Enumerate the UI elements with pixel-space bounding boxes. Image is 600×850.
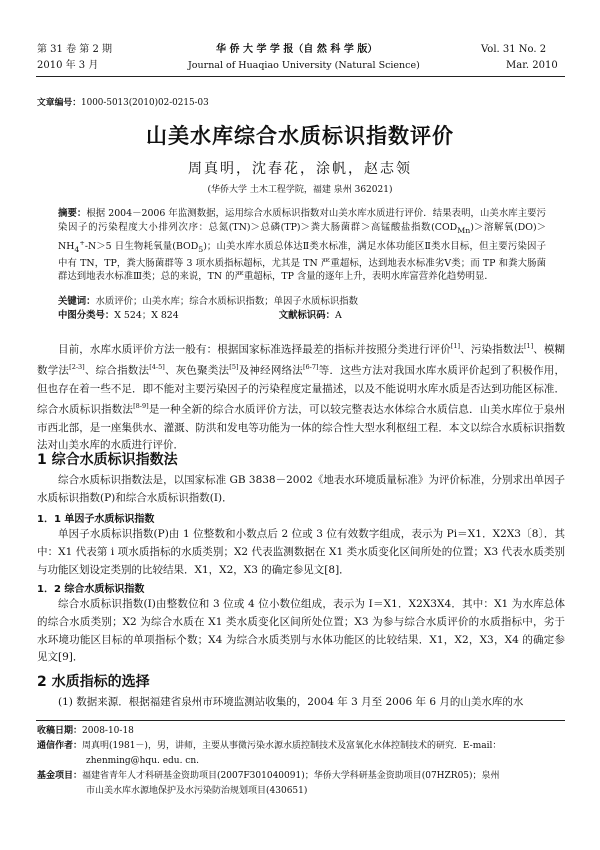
article-number-label: 文章编号：	[37, 98, 81, 108]
paper-authors: 周真明，沈春花，涂帆，赵志领	[188, 161, 412, 177]
footnote-rule	[36, 720, 565, 721]
footnotes	[37, 724, 565, 799]
clc-value: X 524；X 824	[114, 310, 179, 321]
section-1-1-paragraph: 单因子水质标识指数(P)由 1 位整数和小数点后 2 位或 3 位有效数字组成，表示为 Pi＝X1．X2X3〔8〕．其中：X1 代表第 i 项水质指标的水质类别；X2 代表监测数据在 X1 类水质变化区间所处的位置；X3 代表水质类别与功能区划设定类别的比较结果．X1，X2，X3 的确定参见文[8]．	[37, 528, 565, 576]
classification	[58, 309, 546, 323]
section-1-2-heading: 1．2 综合水质标识指数	[37, 584, 145, 595]
intro-paragraph: 目前，水库水质评价方法一般有：根据国家标准选择最差的指标并按照分类进行评价[1]、污染指数法[1]、模糊数学法[2-3]、综合指数法[4-5]、灰色聚类法[5]及神经网络法[6-7]等．这些方法对我国水库水质评价起到了积极作用，但也存在着一些不足．即不能对主要污染因子的污染程度定量描述，以及不能说明水库水质是否达到功能区标准．综合水质标识指数法[8-9]是一种全新的综合水质评价方法，可以较完整表达水体综合水质信息．山美水库位于泉州市西北部，是一座集供水、灌溉、防洪和发电等功能为一体的综合性大型水利枢纽工程．本文以综合水质标识指数法对山美水库的水质进行评价．	[37, 342, 566, 452]
corresponding-author: 通信作者：周真明(1981－)，男，讲师，主要从事微污染水源水质控制技术及富氧化水体控制技术的研究．E-mail：	[37, 741, 502, 751]
keywords-label: 关键词：	[58, 296, 96, 307]
fund-line-2: 市山美水库水源地保护及水污染防治规划项目(430651)	[86, 786, 308, 796]
abstract-label: 摘要：	[58, 208, 87, 219]
section-1-2-paragraph: 综合水质标识指数(I)由整数位和 3 位或 4 位小数位组成，表示为 I＝X1．X2X3X4．其中：X1 为水库总体的综合水质类别；X2 为综合水质在 X1 类水质变化区间所处位置；X3 为参与综合水质评价的水质指标中，劣于水环境功能区目标的单项指标个数；X4 为综合水质类别与水体功能区的比较结果．X1，X2，X3，X4 的确定参见文[9]．	[37, 598, 565, 664]
author-email: zhenming@hqu. edu. cn.	[86, 756, 200, 766]
clc-label: 中图分类号：	[58, 310, 115, 321]
header-journal-en: Journal of Huaqiao University (Natural Science)	[188, 60, 420, 71]
section-2-paragraph: (1) 数据来源．根据福建省泉州市环境监测站收集的，2004 年 3 月至 2006 年 6 月的山美水库的水	[58, 696, 524, 708]
keywords-text: 水质评价；山美水库；综合水质标识指数；单因子水质标识指数	[95, 296, 359, 307]
header-volume-cn: 第 31 卷 第 2 期	[37, 44, 112, 55]
doc-code-value: A	[335, 310, 342, 321]
section-1-1-heading: 1．1 单因子水质标识指数	[37, 514, 155, 525]
header-rule	[36, 76, 565, 77]
keywords	[58, 295, 546, 309]
paper-affiliation: (华侨大学 土木工程学院，福建 泉州 362021)	[207, 185, 393, 195]
article-number-value: 1000-5013(2010)02-0215-03	[81, 98, 209, 108]
section-2-heading: 2 水质指标的选择	[37, 674, 150, 690]
header-volume-en: Vol. 31 No. 2	[481, 44, 547, 55]
paper-title: 山美水库综合水质标识指数评价	[146, 124, 454, 148]
abstract: 摘要：根据 2004－2006 年监测数据，运用综合水质标识指数对山美水库水质进行评价．结果表明，山美水库主要污染因子的污染程度大小排列次序：总氮(TN)＞总磷(TP)＞粪大肠菌群＞高锰酸盐指数$(COD_{Mn})>$溶解氧$(DO)>NH_4^+-N>5$ 日生物耗氧量$(BOD_5)$；山美水库水质总体达Ⅱ类水标准，满足水体功能区Ⅱ类水目标，但主要污染因子中有 TN，TP，粪大肠菌群等 3 项水质指标超标，尤其是 TN 严重超标，达到地表水标准劣Ⅴ类；而 TP 和粪大肠菌群达到地表水标准Ⅲ类；总的来说，TN 的严重超标，TP 含量的逐年上升，表明水库富营养化趋势明显．	[58, 208, 547, 283]
received-date: 收稿日期：2008-10-18	[37, 726, 134, 736]
header-date-en: Mar. 2010	[506, 60, 558, 71]
header-date-cn: 2010 年 3 月	[37, 60, 99, 71]
doc-code-label: 文献标识码：	[278, 310, 336, 321]
article-number	[37, 97, 209, 109]
section-1-heading: 1 综合水质标识指数法	[37, 452, 178, 468]
fund-line-1: 基金项目：福建省青年人才科研基金资助项目(2007F301040091)；华侨大学科研基金资助项目(07HZR05)；泉州	[37, 771, 500, 781]
section-1-paragraph: 综合水质标识指数法是，以国家标准 GB 3838－2002《地表水环境质量标准》为评价标准，分别求出单因子水质标识指数(P)和综合水质标识指数(I)．	[37, 474, 565, 504]
header-journal-cn: 华 侨 大 学 学 报（自 然 科 学 版）	[216, 44, 378, 55]
